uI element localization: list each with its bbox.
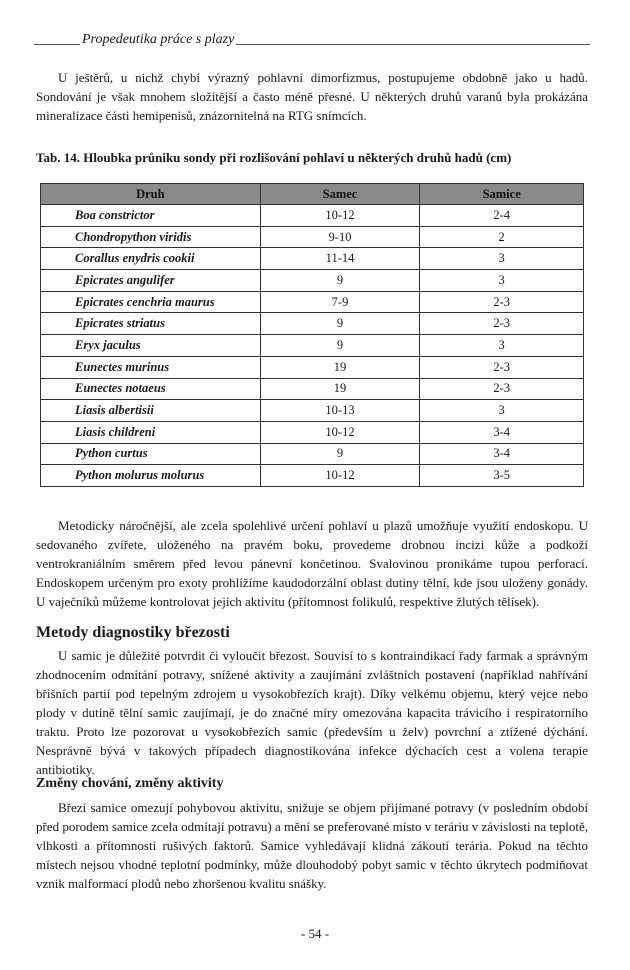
pregnancy-paragraph: [36, 646, 588, 779]
female-depth-cell: 2: [420, 226, 584, 248]
endoscopy-paragraph: [36, 516, 588, 611]
column-header-druh: Druh: [41, 184, 261, 205]
female-depth-cell: 2-3: [420, 313, 584, 335]
male-depth-cell: 19: [260, 356, 420, 378]
female-depth-cell: 3: [420, 400, 584, 422]
female-depth-cell: 3: [420, 270, 584, 292]
species-name-cell: Eunectes murinus: [41, 356, 261, 378]
female-depth-cell: 3: [420, 248, 584, 270]
behavior-paragraph: [36, 798, 588, 893]
table-header-row: [41, 184, 584, 205]
endoscopy-paragraph-text: Metodicky náročnější, ale zcela spolehlivé určení pohlaví u plazů umožňuje využití endoskopu. U sedovaného zvířete, uloženého na pravém boku, provedeme drobnou incizi kůže a podkoží ventrokraniálním směrem před levou pánevní končetinou. Svalovinou pronikáme tupou perforací. Endoskopem určeným pro exoty prohlížíme kaudodorzální oblast dutiny tělní, kde jsou uloženy gonády. U vaječníků můžeme kontrolovat jejich aktivitu (přítomnost folikulů, respektive žlutých tělísek).: [36, 518, 588, 609]
female-depth-cell: 3-5: [420, 465, 584, 487]
table-row: [41, 400, 584, 422]
table-row: [41, 291, 584, 313]
section-heading: Metody diagnostiky březosti: [36, 624, 230, 641]
species-name-cell: Liasis childreni: [41, 421, 261, 443]
female-depth-cell: 3-4: [420, 421, 584, 443]
female-depth-cell: 3-4: [420, 443, 584, 465]
female-depth-cell: 2-4: [420, 205, 584, 227]
female-depth-cell: 2-3: [420, 291, 584, 313]
species-table: [40, 183, 584, 487]
table-row: [41, 270, 584, 292]
table-row: [41, 335, 584, 357]
intro-paragraph: [36, 68, 588, 125]
female-depth-cell: 3: [420, 335, 584, 357]
behavior-paragraph-text: Březí samice omezují pohybovou aktivitu, snižuje se objem přijímané potravy (v posledním období před porodem samice zcela odmítají potravu) a mění se preferované místo v teráriu v závislosti na teplotě, vlhkosti a přítomnosti rušivých faktorů. Samice vyhledávají klidná zákoutí terária. Pokud na těchto místech nejsou vhodné teplotní podmínky, může dlouhodobý pobyt samic v těchto úkrytech podmiňovat vznik malformací plodů nebo zhoršenou kvalitu snášky.: [36, 800, 588, 891]
male-depth-cell: 10-12: [260, 465, 420, 487]
table-row: [41, 226, 584, 248]
male-depth-cell: 10-12: [260, 421, 420, 443]
running-header: [34, 28, 590, 48]
species-name-cell: Eunectes notaeus: [41, 378, 261, 400]
male-depth-cell: 9: [260, 443, 420, 465]
header-rule-right: [236, 44, 590, 45]
table-row: [41, 248, 584, 270]
male-depth-cell: 10-12: [260, 205, 420, 227]
page-number: - 54 -: [300, 926, 330, 941]
female-depth-cell: 2-3: [420, 378, 584, 400]
table-row: [41, 378, 584, 400]
running-header-title: Propedeutika práce s plazy: [82, 32, 235, 47]
species-name-cell: Epicrates cenchria maurus: [41, 291, 261, 313]
table-body: [41, 205, 584, 487]
table-row: [41, 313, 584, 335]
species-name-cell: Corallus enydris cookii: [41, 248, 261, 270]
intro-paragraph-text: U ještěrů, u nichž chybí výrazný pohlavní dimorfizmus, postupujeme obdobně jako u hadů. Sondování je však mnohem složitější a často méně přesné. U některých druhů varanů byla prokázána mineralizace části hemipenisů, znázornitelná na RTG snímcích.: [36, 70, 588, 123]
male-depth-cell: 19: [260, 378, 420, 400]
male-depth-cell: 9: [260, 270, 420, 292]
table-row: [41, 356, 584, 378]
species-name-cell: Chondropython viridis: [41, 226, 261, 248]
table-row: [41, 205, 584, 227]
male-depth-cell: 9: [260, 313, 420, 335]
table-row: [41, 421, 584, 443]
male-depth-cell: 11-14: [260, 248, 420, 270]
column-header-samec: Samec: [260, 184, 420, 205]
pregnancy-paragraph-text: U samic je důležité potvrdit či vyloučit březost. Souvisí to s kontraindikací řady farmak a správným zhodnocením odmítání potravy, snížené aktivity a zaujímání zvláštních postavení (například nahřívání břišních partií pod tepelným zdrojem u vysokobřezích krajt). Díky velkému objemu, který vejce nebo plody v dutině tělní samic zaujímají, je do značné míry omezována kapacita trávicího i respiratorního traktu. Proto lze pozorovat u vysokobřezích samic (především u želv) povrchní a ztížené dýchání. Nesprávně bývá v takových případech diagnostikována infekce dýchacích cest a volena terapie antibiotiky.: [36, 648, 588, 777]
male-depth-cell: 10-13: [260, 400, 420, 422]
species-name-cell: Liasis albertisii: [41, 400, 261, 422]
female-depth-cell: 2-3: [420, 356, 584, 378]
table-row: [41, 465, 584, 487]
subsection-heading: Změny chování, změny aktivity: [36, 776, 224, 791]
table-row: [41, 443, 584, 465]
species-name-cell: Python curtus: [41, 443, 261, 465]
species-name-cell: Boa constrictor: [41, 205, 261, 227]
species-name-cell: Python molurus molurus: [41, 465, 261, 487]
male-depth-cell: 9-10: [260, 226, 420, 248]
species-name-cell: Epicrates angulifer: [41, 270, 261, 292]
species-name-cell: Eryx jaculus: [41, 335, 261, 357]
male-depth-cell: 9: [260, 335, 420, 357]
column-header-samice: Samice: [420, 184, 584, 205]
male-depth-cell: 7-9: [260, 291, 420, 313]
header-rule-left: [34, 44, 80, 45]
species-name-cell: Epicrates striatus: [41, 313, 261, 335]
table-caption: Tab. 14. Hloubka průniku sondy při rozlišování pohlaví u některých druhů hadů (cm): [36, 150, 512, 165]
